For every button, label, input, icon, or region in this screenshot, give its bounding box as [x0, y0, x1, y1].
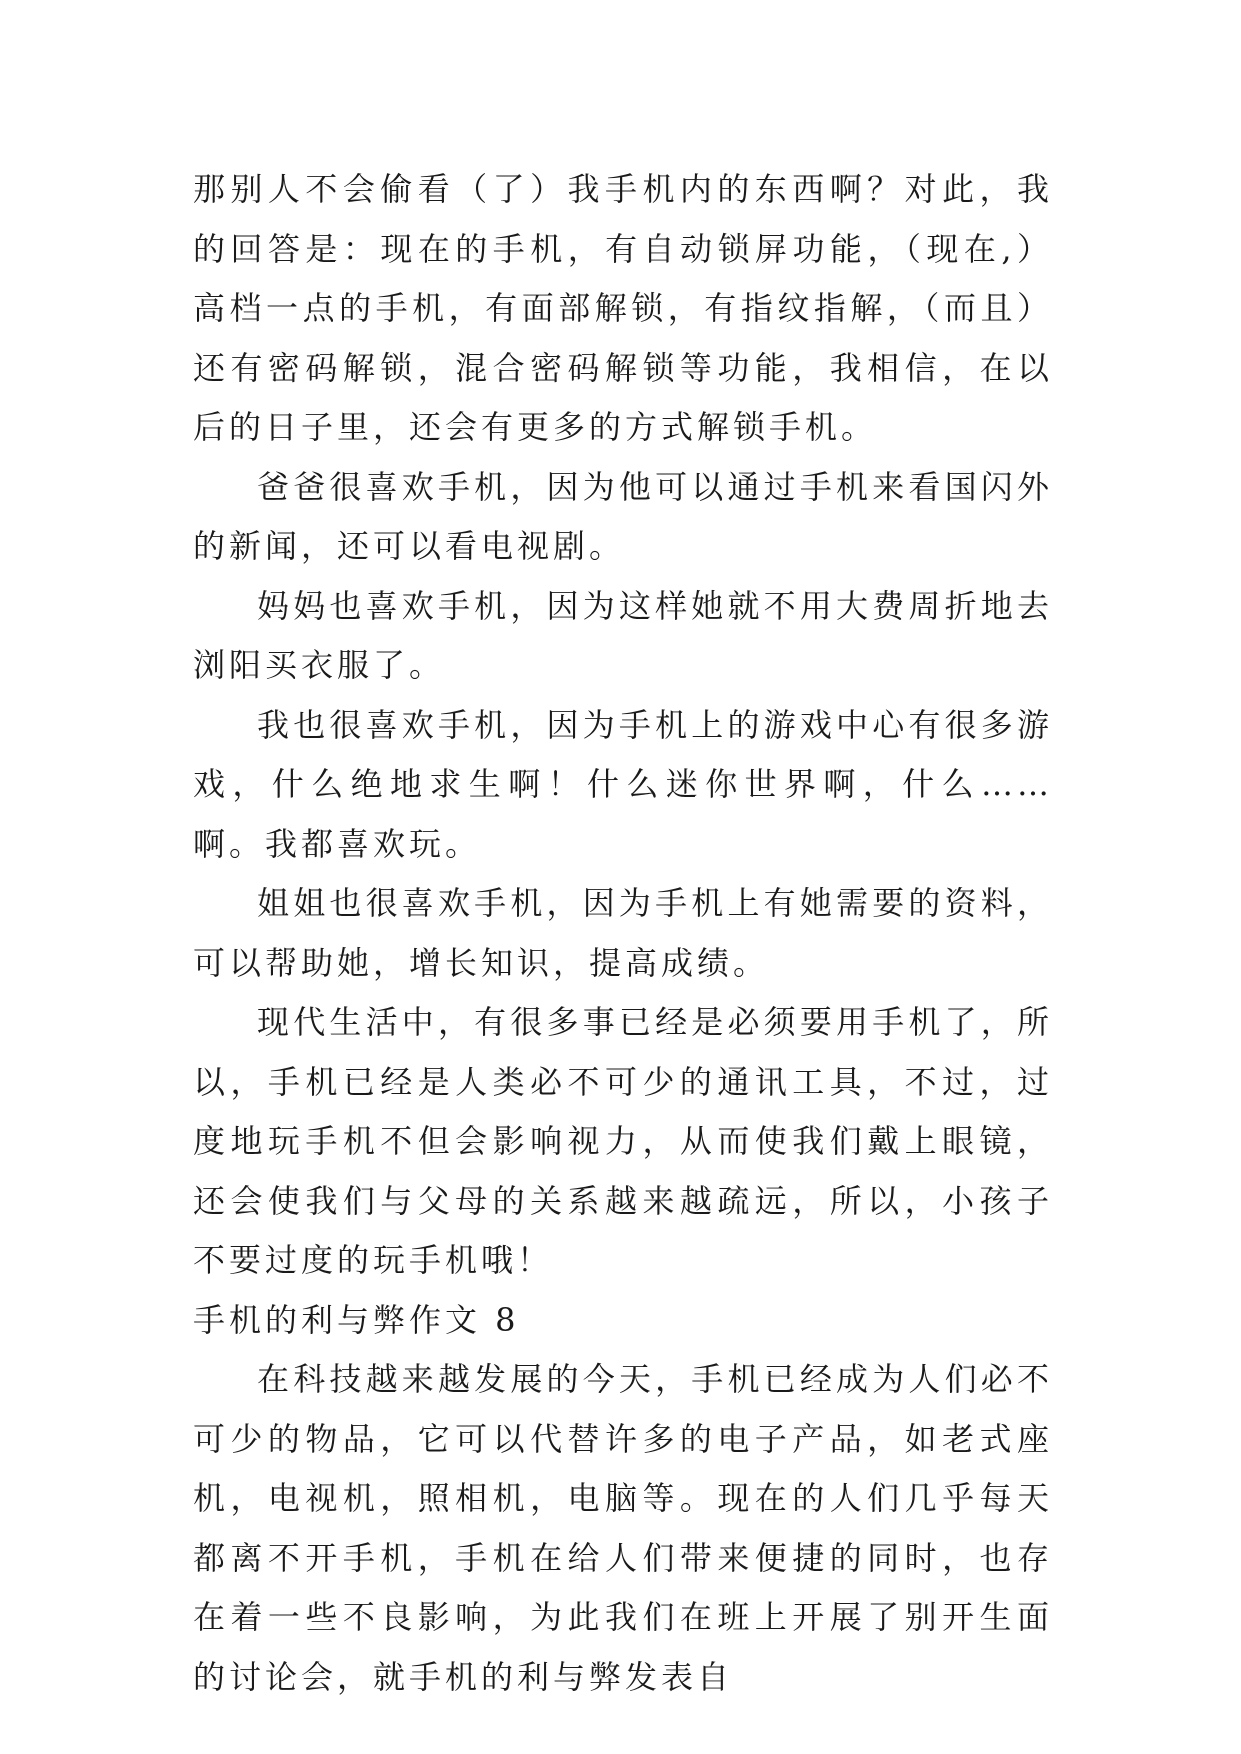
paragraph-2: 爸爸很喜欢手机，因为他可以通过手机来看国闪外的新闻，还可以看电视剧。: [193, 467, 1053, 565]
section-title: 手机的利与弊作文 8: [193, 1300, 520, 1339]
paragraph-7: 在科技越来越发展的今天，手机已经成为人们必不可少的物品，它可以代替许多的电子产品，如老式座机，电视机，照相机，电脑等。现在的人们几乎每天都离不开手机，手机在给人们带来便捷的同时，也存在着一些不良影响，为此我们在班上开展了别开生面的讨论会，就手机的利与弊发表自: [193, 1360, 1053, 1696]
paragraph-4: 我也很喜欢手机，因为手机上的游戏中心有很多游戏，什么绝地求生啊！什么迷你世界啊，什么……啊。我都喜欢玩。: [193, 705, 1053, 863]
paragraph-3: 妈妈也喜欢手机，因为这样她就不用大费周折地去浏阳买衣服了。: [193, 586, 1053, 684]
paragraph-6: 现代生活中，有很多事已经是必须要用手机了，所以，手机已经是人类必不可少的通讯工具，不过，过度地玩手机不但会影响视力，从而使我们戴上眼镜，还会使我们与父母的关系越来越疏远，所以，小孩子不要过度的玩手机哦！: [193, 1003, 1053, 1279]
paragraph-1: 那别人不会偷看（了）我手机内的东西啊？对此，我的回答是：现在的手机，有自动锁屏功能，（现在,）高档一点的手机，有面部解锁，有指纹指解，（而且）还有密码解锁，混合密码解锁等功能，我相信，在以后的日子里，还会有更多的方式解锁手机。: [193, 170, 1053, 446]
document-body: [193, 160, 1053, 1707]
paragraph-5: 姐姐也很喜欢手机，因为手机上有她需要的资料，可以帮助她，增长知识，提高成绩。: [193, 884, 1053, 982]
